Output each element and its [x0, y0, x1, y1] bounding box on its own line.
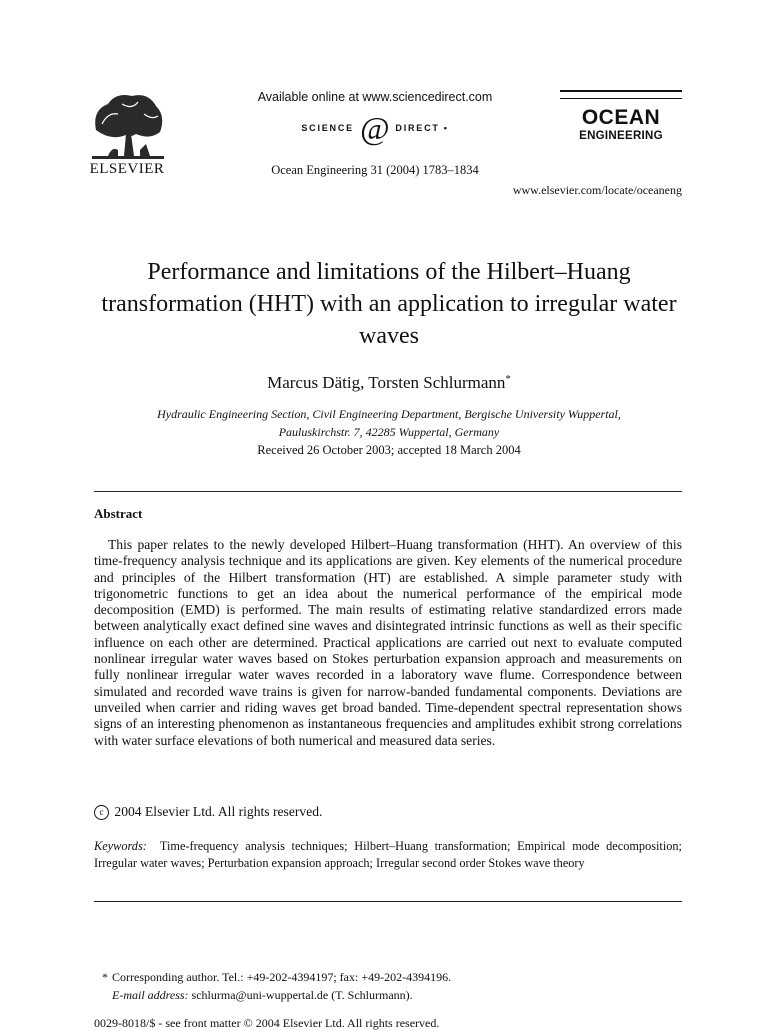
publisher-name: ELSEVIER	[89, 161, 165, 177]
abstract-body: This paper relates to the newly developed Hilbert–Huang transformation (HHT). An overview of this time-frequency analysis technique and its applications are given. Key elements of the numerical procedure and principles of the Hilbert transformation (HT) are established. A simple parameter study with trigonometric functions to get an idea about the numerical performance of the empirical mode decomposition (EMD) is performed. The main results of estimating relative standardized errors made between analytically exact defined sine waves and disintegrated intrinsic functions as well as their specific influence on each other are determined. Practical applications are carried out next to evaluate computed nonlinear irregular water waves based on Stokes perturbation expansion approach and measurements on fully nonlinear irregular water waves recorded in a laboratory wave flume. Correspondence between simulated and recorded wave trains is given for narrow-banded fundamental components. Deviations are unveiled when carrier and riding waves get broad banded. Time-dependent spectral representation shows signs of an interesting phenomenon as instantaneous frequencies and amplitudes exhibit strong correlations with water surface elevations of both numerical and measured data series.	[94, 537, 682, 748]
sd-logo-right: DIRECT	[395, 123, 440, 133]
journal-brand-line2: ENGINEERING	[579, 130, 663, 142]
issn-line: 0029-8018/$ - see front matter © 2004 Elsevier Ltd. All rights reserved.	[94, 1016, 440, 1030]
divider-bottom	[94, 901, 682, 902]
received-accepted-dates: Received 26 October 2003; accepted 18 March 2004	[257, 443, 521, 457]
footnote-corresponding-text: Corresponding author. Tel.: +49-202-4394197; fax: +49-202-4394196.	[112, 970, 452, 984]
footnote-email	[94, 986, 682, 1004]
paper-title: Performance and limitations of the Hilbert–Huang transformation (HHT) with an application to irregular water waves	[101, 259, 677, 349]
author-names: Marcus Dätig, Torsten Schlurmann	[267, 373, 506, 392]
corresponding-mark: *	[505, 373, 511, 385]
affiliation-line: Pauluskirchstr. 7, 42285 Wuppertal, Germany	[278, 425, 500, 439]
brand-rule	[560, 90, 682, 92]
journal-brand	[560, 90, 682, 143]
brand-rule	[560, 98, 682, 99]
sciencedirect-logo	[200, 112, 550, 144]
keywords	[94, 838, 682, 872]
copyright-line	[94, 804, 682, 820]
available-online-text: Available online at www.sciencedirect.com	[257, 90, 493, 104]
abstract-heading: Abstract	[94, 506, 143, 521]
affiliation	[94, 405, 684, 441]
keywords-label: Keywords:	[94, 839, 147, 853]
journal-citation: Ocean Engineering 31 (2004) 1783–1834	[271, 163, 479, 177]
journal-brand-line1: OCEAN	[581, 106, 661, 129]
authors	[94, 373, 684, 393]
footnote-corresponding	[94, 968, 682, 986]
affiliation-line: Hydraulic Engineering Section, Civil Engineering Department, Bergische University Wuppertal,	[157, 407, 621, 421]
copyright-text: 2004 Elsevier Ltd. All rights reserved.	[114, 804, 323, 819]
email-address: schlurma@uni-wuppertal.de (T. Schlurmann).	[191, 988, 413, 1002]
keywords-text: Time-frequency analysis techniques; Hilbert–Huang transformation; Empirical mode decomposition; Irregular water waves; Perturbation expansion approach; Irregular second order Stokes wave theory	[94, 839, 682, 870]
divider-top	[94, 491, 682, 492]
email-label: E-mail address:	[112, 988, 189, 1002]
tree-icon	[88, 90, 168, 162]
journal-url: www.elsevier.com/locate/oceaneng	[512, 183, 682, 197]
footnote	[94, 968, 682, 1004]
copyright-icon: c	[94, 805, 109, 820]
sd-logo-bullet: •	[443, 123, 449, 133]
footnote-mark: *	[102, 970, 108, 984]
sd-logo-left: SCIENCE	[301, 123, 354, 133]
sd-logo-at: @	[359, 110, 390, 146]
